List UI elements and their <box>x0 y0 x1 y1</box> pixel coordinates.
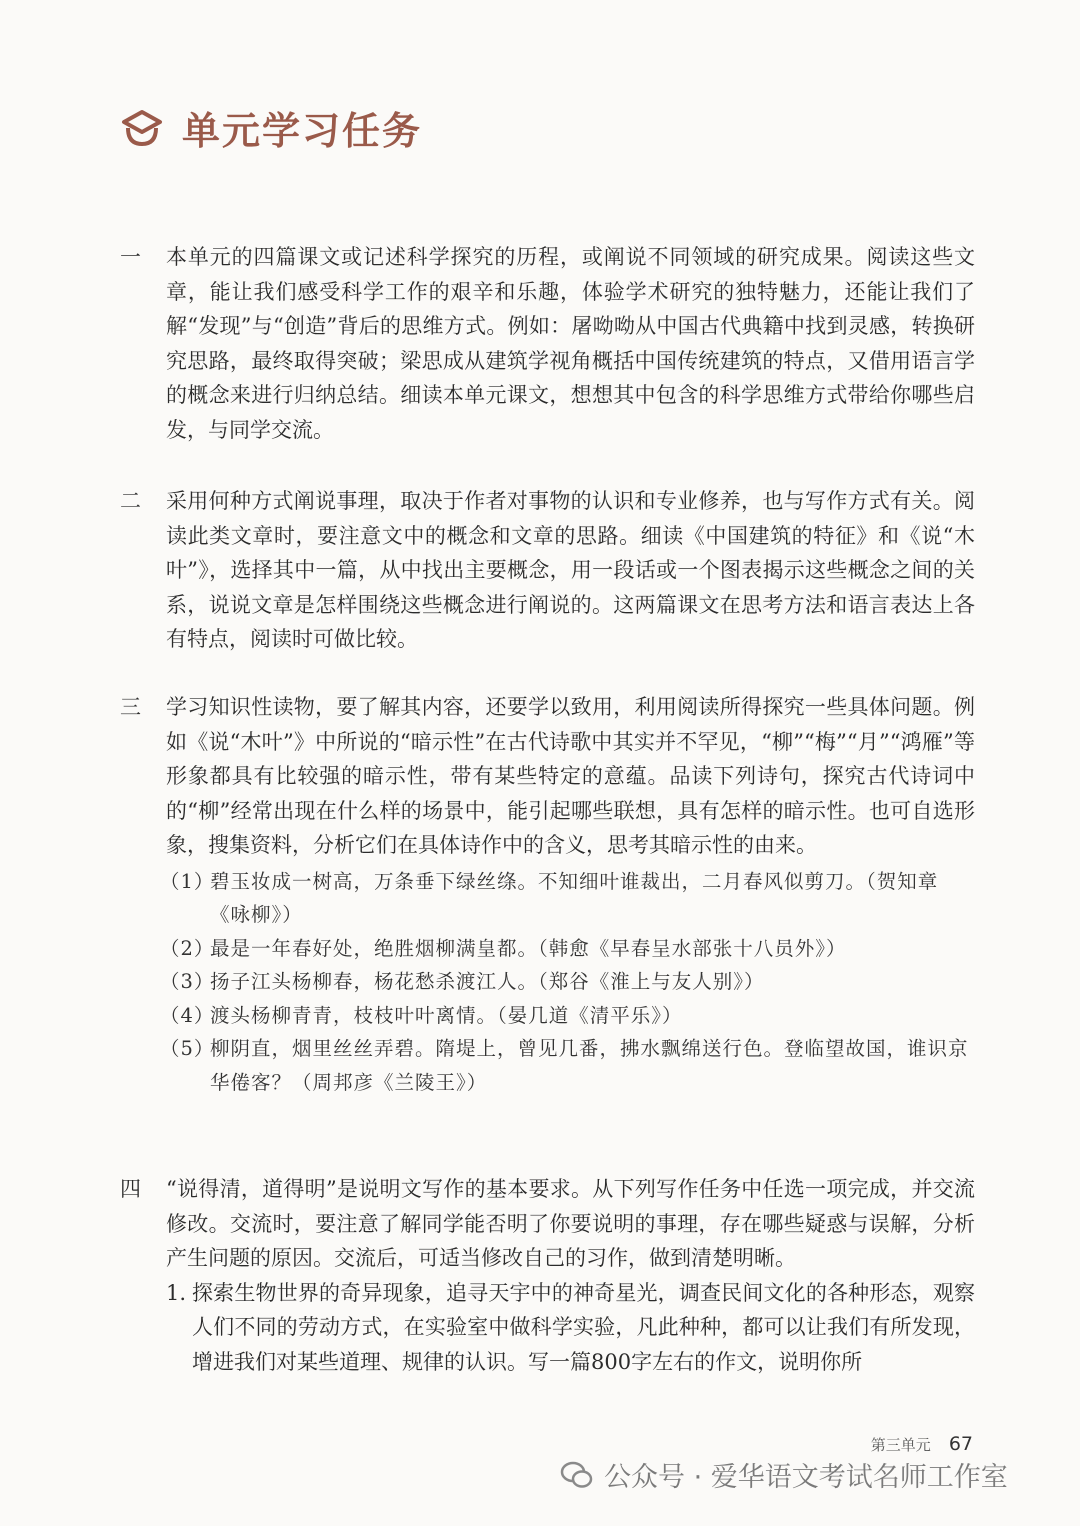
section-heading <box>118 100 422 155</box>
graduation-cap-icon <box>118 104 166 152</box>
page-number: 67 <box>948 1433 973 1455</box>
section-number: 二 <box>120 489 141 513</box>
unit-label: 第三单元 <box>870 1436 931 1454</box>
poem-text: 碧玉妆成一树高，万条垂下绿丝绦。不知细叶谁裁出，二月春风似剪刀。（贺知章《咏柳》） <box>210 869 939 926</box>
poem-number: （3） <box>160 970 215 993</box>
poem-text: 柳阴直，烟里丝丝弄碧。隋堤上，曾见几番，拂水飘绵送行色。登临望故国，谁识京华倦客？（周邦彦《兰陵王》） <box>210 1037 969 1094</box>
section-number: 三 <box>120 695 141 719</box>
poem-number: （1） <box>160 869 215 893</box>
poem-item <box>160 932 975 966</box>
wechat-icon <box>560 1460 594 1490</box>
poem-text: 最是一年春好处，绝胜烟柳满皇都。（韩愈《早春呈水部张十八员外》） <box>210 936 847 960</box>
poem-text: 渡头杨柳青青，枝枝叶叶离情。（晏几道《清平乐》） <box>210 1003 683 1027</box>
poem-text: 扬子江头杨柳春，杨花愁杀渡江人。（郑谷《淮上与友人别》） <box>210 970 765 993</box>
poem-item <box>160 965 975 999</box>
page-footer <box>871 1433 973 1455</box>
task-section-3 <box>120 690 975 1099</box>
writing-task-item <box>166 1276 975 1380</box>
poem-item <box>160 999 975 1033</box>
wechat-watermark <box>560 1455 1008 1494</box>
poem-number: （2） <box>160 936 215 960</box>
heading-title: 单元学习任务 <box>182 109 423 153</box>
watermark-text: 公众号 · 爱华语文考试名师工作室 <box>604 1462 1008 1493</box>
section-text: “说得清，道得明”是说明文写作的基本要求。从下列写作任务中任选一项完成，并交流修改。交流时，要注意了解同学能否明了你要说明的事理，存在哪些疑惑与误解，分析产生问题的原因。交流后，可适当修改自己的习作，做到清楚明晰。 <box>166 1177 975 1270</box>
poem-list <box>160 865 975 1100</box>
poem-item <box>160 865 975 932</box>
section-text: 采用何种方式阐说事理，取决于作者对事物的认识和专业修养，也与写作方式有关。阅读此类文章时，要注意文中的概念和文章的思路。细读《中国建筑的特征》和《说“木叶”》，选择其中一篇，从中找出主要概念，用一段话或一个图表揭示这些概念之间的关系，说说文章是怎样围绕这些概念进行阐说的。这两篇课文在思考方法和语言表达上各有特点，阅读时可做比较。 <box>166 489 975 651</box>
task-number: 1. <box>166 1280 187 1305</box>
section-text: 学习知识性读物，要了解其内容，还要学以致用，利用阅读所得探究一些具体问题。例如《说“木叶”》中所说的“暗示性”在古代诗歌中其实并不罕见，“柳”“梅”“月”“鸿雁”等形象都具有比较强的暗示性，带有某些特定的意蕴。品读下列诗句，探究古代诗词中的“柳”经常出现在什么样的场景中，能引起哪些联想，具有怎样的暗示性。也可自选形象，搜集资料，分析它们在具体诗作中的含义，思考其暗示性的由来。 <box>166 695 975 857</box>
section-text: 本单元的四篇课文或记述科学探究的历程，或阐说不同领域的研究成果。阅读这些文章，能让我们感受科学工作的艰辛和乐趣，体验学术研究的独特魅力，还能让我们了解“发现”与“创造”背后的思维方式。例如：屠呦呦从中国古代典籍中找到灵感，转换研究思路，最终取得突破；梁思成从建筑学视角概括中国传统建筑的特点，又借用语言学的概念来进行归纳总结。细读本单元课文，想想其中包含的科学思维方式带给你哪些启发，与同学交流。 <box>166 245 975 442</box>
poem-number: （5） <box>160 1037 215 1060</box>
task-section-2 <box>120 484 975 657</box>
task-section-1 <box>120 240 975 447</box>
task-text: 探索生物世界的奇异现象，追寻天宇中的神奇星光，调查民间文化的各种形态，观察人们不同的劳动方式，在实验室中做科学实验，凡此种种，都可以让我们有所发现，增进我们对某些道理、规律的认识。写一篇800字左右的作文，说明你所 <box>192 1280 975 1374</box>
section-number: 四 <box>120 1177 141 1201</box>
poem-number: （4） <box>160 1003 215 1027</box>
task-section-4 <box>120 1172 975 1379</box>
section-number: 一 <box>120 245 141 269</box>
poem-item <box>160 1032 975 1099</box>
